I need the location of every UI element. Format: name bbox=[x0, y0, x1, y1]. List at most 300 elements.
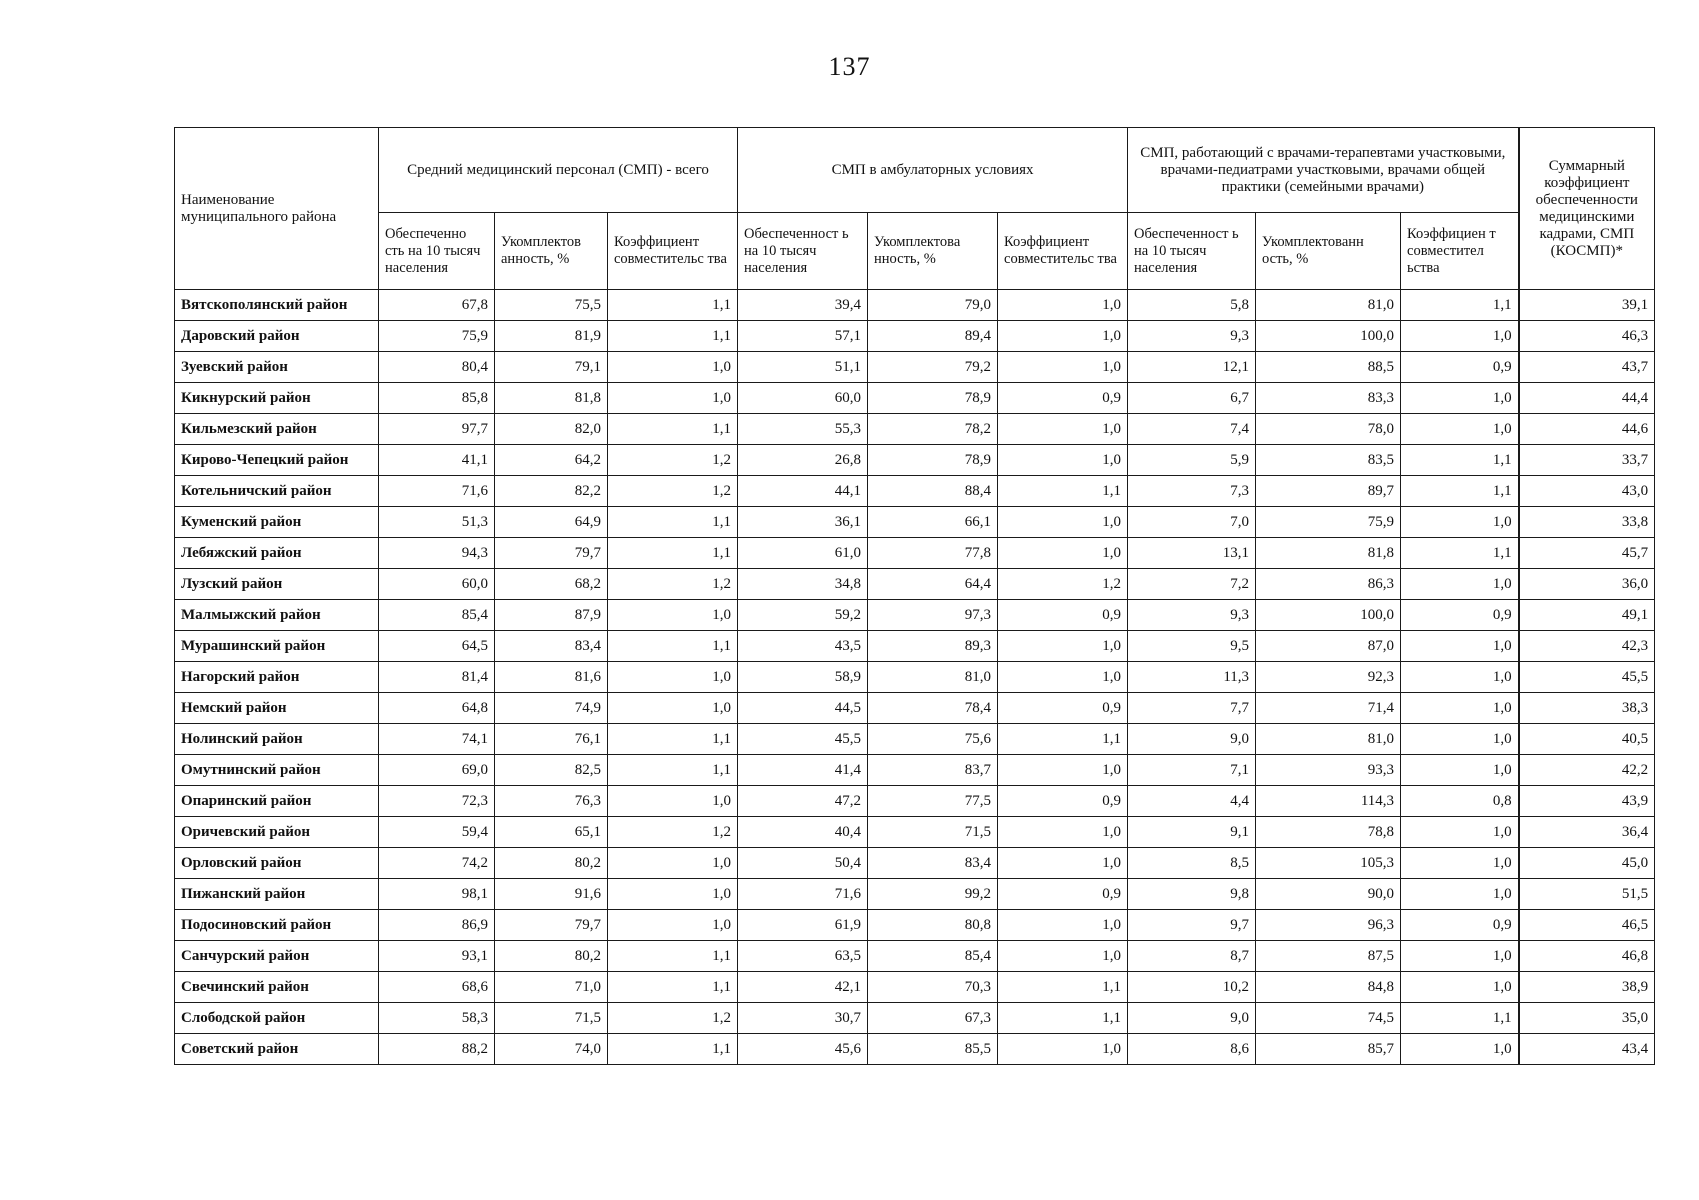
table-cell: 57,1 bbox=[738, 321, 868, 352]
table-cell: 1,0 bbox=[608, 879, 738, 910]
table-row bbox=[175, 786, 1655, 817]
table-cell: 85,7 bbox=[1256, 1034, 1401, 1065]
table-cell: 1,0 bbox=[1401, 848, 1519, 879]
table-cell: 9,7 bbox=[1128, 910, 1256, 941]
table-cell: 88,4 bbox=[868, 476, 998, 507]
district-name: Подосиновский район bbox=[175, 910, 379, 941]
table-cell: 1,1 bbox=[1401, 538, 1519, 569]
table-cell: 64,2 bbox=[495, 445, 608, 476]
table-row bbox=[175, 693, 1655, 724]
table-cell: 81,0 bbox=[868, 662, 998, 693]
table-cell: 7,0 bbox=[1128, 507, 1256, 538]
table-cell: 79,7 bbox=[495, 910, 608, 941]
district-name: Лебяжский район bbox=[175, 538, 379, 569]
table-cell: 1,0 bbox=[608, 600, 738, 631]
kosmp-cell: 38,3 bbox=[1519, 693, 1655, 724]
table-cell: 1,0 bbox=[998, 445, 1128, 476]
table-row bbox=[175, 724, 1655, 755]
table-cell: 1,0 bbox=[608, 848, 738, 879]
table-cell: 83,7 bbox=[868, 755, 998, 786]
table-cell: 1,0 bbox=[998, 662, 1128, 693]
table-cell: 71,5 bbox=[495, 1003, 608, 1034]
table-cell: 55,3 bbox=[738, 414, 868, 445]
table-row bbox=[175, 910, 1655, 941]
table-cell: 105,3 bbox=[1256, 848, 1401, 879]
table-cell: 51,1 bbox=[738, 352, 868, 383]
table-cell: 1,2 bbox=[998, 569, 1128, 600]
table-cell: 9,8 bbox=[1128, 879, 1256, 910]
table-cell: 82,5 bbox=[495, 755, 608, 786]
table-row bbox=[175, 569, 1655, 600]
table-row bbox=[175, 879, 1655, 910]
table-cell: 75,6 bbox=[868, 724, 998, 755]
table-cell: 1,1 bbox=[1401, 445, 1519, 476]
district-name: Свечинский район bbox=[175, 972, 379, 1003]
table-cell: 1,0 bbox=[608, 662, 738, 693]
table-cell: 78,9 bbox=[868, 445, 998, 476]
table-cell: 51,3 bbox=[379, 507, 495, 538]
table-cell: 77,5 bbox=[868, 786, 998, 817]
table-cell: 67,3 bbox=[868, 1003, 998, 1034]
table-cell: 8,6 bbox=[1128, 1034, 1256, 1065]
district-name: Немский район bbox=[175, 693, 379, 724]
table-cell: 75,5 bbox=[495, 290, 608, 321]
table-cell: 1,1 bbox=[1401, 1003, 1519, 1034]
table-cell: 7,2 bbox=[1128, 569, 1256, 600]
table-cell: 60,0 bbox=[379, 569, 495, 600]
header-group-outpatient: СМП в амбулаторных условиях bbox=[738, 128, 1128, 213]
table-cell: 97,7 bbox=[379, 414, 495, 445]
table-cell: 1,0 bbox=[1401, 817, 1519, 848]
table-cell: 1,0 bbox=[608, 352, 738, 383]
header-district-name: Наименование муниципального района bbox=[175, 128, 379, 290]
district-name: Котельничский район bbox=[175, 476, 379, 507]
district-name: Санчурский район bbox=[175, 941, 379, 972]
table-row bbox=[175, 662, 1655, 693]
table-cell: 83,4 bbox=[495, 631, 608, 662]
table-cell: 77,8 bbox=[868, 538, 998, 569]
table-cell: 45,5 bbox=[738, 724, 868, 755]
table-cell: 1,1 bbox=[998, 724, 1128, 755]
kosmp-cell: 42,2 bbox=[1519, 755, 1655, 786]
kosmp-cell: 43,0 bbox=[1519, 476, 1655, 507]
table-cell: 7,1 bbox=[1128, 755, 1256, 786]
table-cell: 5,9 bbox=[1128, 445, 1256, 476]
district-name: Омутнинский район bbox=[175, 755, 379, 786]
table-cell: 13,1 bbox=[1128, 538, 1256, 569]
district-name: Нагорский район bbox=[175, 662, 379, 693]
table-cell: 75,9 bbox=[379, 321, 495, 352]
table-cell: 81,8 bbox=[495, 383, 608, 414]
table-cell: 0,9 bbox=[998, 600, 1128, 631]
table-cell: 1,0 bbox=[998, 941, 1128, 972]
header-kosmp: Суммарный коэффициент обеспеченности медицинскими кадрами, СМП (КОСМП)* bbox=[1519, 128, 1655, 290]
header-sub-parttime: Коэффициент совместительс тва bbox=[998, 213, 1128, 290]
kosmp-cell: 39,1 bbox=[1519, 290, 1655, 321]
table-cell: 80,2 bbox=[495, 848, 608, 879]
table-cell: 30,7 bbox=[738, 1003, 868, 1034]
table-cell: 80,2 bbox=[495, 941, 608, 972]
table-cell: 87,9 bbox=[495, 600, 608, 631]
district-name: Даровский район bbox=[175, 321, 379, 352]
table-cell: 72,3 bbox=[379, 786, 495, 817]
table-cell: 12,1 bbox=[1128, 352, 1256, 383]
kosmp-cell: 36,0 bbox=[1519, 569, 1655, 600]
table-cell: 59,2 bbox=[738, 600, 868, 631]
table-cell: 11,3 bbox=[1128, 662, 1256, 693]
kosmp-cell: 43,7 bbox=[1519, 352, 1655, 383]
table-row bbox=[175, 290, 1655, 321]
table-row bbox=[175, 383, 1655, 414]
table-cell: 79,0 bbox=[868, 290, 998, 321]
table-cell: 9,0 bbox=[1128, 724, 1256, 755]
table-cell: 1,1 bbox=[1401, 290, 1519, 321]
table-body bbox=[175, 290, 1655, 1065]
table-cell: 39,4 bbox=[738, 290, 868, 321]
table-cell: 64,5 bbox=[379, 631, 495, 662]
table-cell: 1,2 bbox=[608, 445, 738, 476]
table-cell: 99,2 bbox=[868, 879, 998, 910]
table-cell: 0,9 bbox=[998, 879, 1128, 910]
district-name: Оричевский район bbox=[175, 817, 379, 848]
table-row bbox=[175, 848, 1655, 879]
table-cell: 1,0 bbox=[998, 631, 1128, 662]
table-cell: 83,5 bbox=[1256, 445, 1401, 476]
table-cell: 50,4 bbox=[738, 848, 868, 879]
table-cell: 74,5 bbox=[1256, 1003, 1401, 1034]
table-cell: 61,9 bbox=[738, 910, 868, 941]
table-cell: 100,0 bbox=[1256, 321, 1401, 352]
table-row bbox=[175, 445, 1655, 476]
kosmp-cell: 43,4 bbox=[1519, 1034, 1655, 1065]
header-sub-coverage: Обеспеченност ь на 10 тысяч населения bbox=[738, 213, 868, 290]
table-cell: 71,6 bbox=[738, 879, 868, 910]
district-name: Кильмезский район bbox=[175, 414, 379, 445]
table-cell: 74,1 bbox=[379, 724, 495, 755]
table-cell: 1,1 bbox=[608, 321, 738, 352]
table-cell: 78,9 bbox=[868, 383, 998, 414]
table-row bbox=[175, 1003, 1655, 1034]
table-cell: 1,0 bbox=[1401, 414, 1519, 445]
district-name: Нолинский район bbox=[175, 724, 379, 755]
table-cell: 1,0 bbox=[608, 383, 738, 414]
district-name: Куменский район bbox=[175, 507, 379, 538]
table-cell: 26,8 bbox=[738, 445, 868, 476]
table-cell: 1,2 bbox=[608, 569, 738, 600]
table-cell: 92,3 bbox=[1256, 662, 1401, 693]
table-row bbox=[175, 352, 1655, 383]
table-cell: 71,0 bbox=[495, 972, 608, 1003]
table-cell: 9,5 bbox=[1128, 631, 1256, 662]
table-cell: 89,4 bbox=[868, 321, 998, 352]
table-cell: 5,8 bbox=[1128, 290, 1256, 321]
table-row bbox=[175, 600, 1655, 631]
table-cell: 1,0 bbox=[1401, 662, 1519, 693]
table-cell: 1,2 bbox=[608, 476, 738, 507]
header-group-total: Средний медицинский персонал (СМП) - всего bbox=[379, 128, 738, 213]
table-cell: 1,0 bbox=[998, 848, 1128, 879]
table-cell: 1,0 bbox=[1401, 1034, 1519, 1065]
kosmp-cell: 51,5 bbox=[1519, 879, 1655, 910]
table-cell: 87,5 bbox=[1256, 941, 1401, 972]
table-cell: 58,3 bbox=[379, 1003, 495, 1034]
staffing-table bbox=[174, 127, 1655, 1065]
district-name: Советский район bbox=[175, 1034, 379, 1065]
table-cell: 68,2 bbox=[495, 569, 608, 600]
table-cell: 82,2 bbox=[495, 476, 608, 507]
table-cell: 93,1 bbox=[379, 941, 495, 972]
kosmp-cell: 46,3 bbox=[1519, 321, 1655, 352]
table-cell: 98,1 bbox=[379, 879, 495, 910]
table-cell: 68,6 bbox=[379, 972, 495, 1003]
kosmp-cell: 45,5 bbox=[1519, 662, 1655, 693]
table-cell: 81,9 bbox=[495, 321, 608, 352]
table-row bbox=[175, 321, 1655, 352]
table-cell: 1,0 bbox=[1401, 631, 1519, 662]
table-cell: 79,7 bbox=[495, 538, 608, 569]
table-cell: 1,0 bbox=[1401, 755, 1519, 786]
table-cell: 86,9 bbox=[379, 910, 495, 941]
table-cell: 84,8 bbox=[1256, 972, 1401, 1003]
table-cell: 1,1 bbox=[608, 507, 738, 538]
table-cell: 1,1 bbox=[608, 1034, 738, 1065]
table-cell: 85,4 bbox=[868, 941, 998, 972]
table-cell: 1,0 bbox=[1401, 972, 1519, 1003]
table-row bbox=[175, 476, 1655, 507]
table-cell: 100,0 bbox=[1256, 600, 1401, 631]
kosmp-cell: 44,6 bbox=[1519, 414, 1655, 445]
table-cell: 83,3 bbox=[1256, 383, 1401, 414]
table-cell: 81,8 bbox=[1256, 538, 1401, 569]
table-row bbox=[175, 755, 1655, 786]
table-cell: 1,1 bbox=[608, 290, 738, 321]
header-sub-coverage: Обеспеченно сть на 10 тысяч населения bbox=[379, 213, 495, 290]
district-name: Вятскополянский район bbox=[175, 290, 379, 321]
table-cell: 42,1 bbox=[738, 972, 868, 1003]
kosmp-cell: 46,8 bbox=[1519, 941, 1655, 972]
table-cell: 67,8 bbox=[379, 290, 495, 321]
table-cell: 79,1 bbox=[495, 352, 608, 383]
table-cell: 1,0 bbox=[998, 538, 1128, 569]
table-cell: 1,0 bbox=[1401, 941, 1519, 972]
table-cell: 87,0 bbox=[1256, 631, 1401, 662]
table-cell: 81,0 bbox=[1256, 724, 1401, 755]
table-cell: 1,0 bbox=[1401, 383, 1519, 414]
table-cell: 69,0 bbox=[379, 755, 495, 786]
table-cell: 1,2 bbox=[608, 817, 738, 848]
table-cell: 60,0 bbox=[738, 383, 868, 414]
table-cell: 1,0 bbox=[608, 693, 738, 724]
table-cell: 7,7 bbox=[1128, 693, 1256, 724]
header-sub-parttime: Коэффициен т совместител ьства bbox=[1401, 213, 1519, 290]
table-cell: 9,0 bbox=[1128, 1003, 1256, 1034]
table-cell: 76,3 bbox=[495, 786, 608, 817]
table-cell: 1,1 bbox=[608, 414, 738, 445]
table-cell: 58,9 bbox=[738, 662, 868, 693]
district-name: Пижанский район bbox=[175, 879, 379, 910]
table-cell: 74,0 bbox=[495, 1034, 608, 1065]
table-cell: 44,5 bbox=[738, 693, 868, 724]
table-cell: 1,0 bbox=[1401, 879, 1519, 910]
table-cell: 78,2 bbox=[868, 414, 998, 445]
table-cell: 1,0 bbox=[1401, 724, 1519, 755]
table-cell: 96,3 bbox=[1256, 910, 1401, 941]
table-cell: 71,4 bbox=[1256, 693, 1401, 724]
table-cell: 97,3 bbox=[868, 600, 998, 631]
header-sub-staffing: Укомплектованн ость, % bbox=[1256, 213, 1401, 290]
table-cell: 1,1 bbox=[608, 631, 738, 662]
table-cell: 40,4 bbox=[738, 817, 868, 848]
table-cell: 1,0 bbox=[998, 352, 1128, 383]
kosmp-cell: 42,3 bbox=[1519, 631, 1655, 662]
table-cell: 81,0 bbox=[1256, 290, 1401, 321]
table-cell: 93,3 bbox=[1256, 755, 1401, 786]
header-group-primary-care: СМП, работающий с врачами-терапевтами участковыми, врачами-педиатрами участковыми, врачами общей практики (семейными врачами) bbox=[1128, 128, 1519, 213]
table-cell: 85,4 bbox=[379, 600, 495, 631]
table-cell: 4,4 bbox=[1128, 786, 1256, 817]
district-name: Лузский район bbox=[175, 569, 379, 600]
table-cell: 1,0 bbox=[998, 910, 1128, 941]
table-cell: 66,1 bbox=[868, 507, 998, 538]
district-name: Мурашинский район bbox=[175, 631, 379, 662]
table-row bbox=[175, 507, 1655, 538]
table-cell: 0,9 bbox=[998, 693, 1128, 724]
table-row bbox=[175, 941, 1655, 972]
table-cell: 89,7 bbox=[1256, 476, 1401, 507]
table-cell: 1,0 bbox=[1401, 321, 1519, 352]
table-cell: 0,9 bbox=[998, 383, 1128, 414]
table-cell: 8,5 bbox=[1128, 848, 1256, 879]
kosmp-cell: 40,5 bbox=[1519, 724, 1655, 755]
kosmp-cell: 38,9 bbox=[1519, 972, 1655, 1003]
table-cell: 80,4 bbox=[379, 352, 495, 383]
table-cell: 63,5 bbox=[738, 941, 868, 972]
table-cell: 94,3 bbox=[379, 538, 495, 569]
table-cell: 114,3 bbox=[1256, 786, 1401, 817]
table-cell: 1,1 bbox=[998, 972, 1128, 1003]
table-cell: 1,0 bbox=[1401, 693, 1519, 724]
district-name: Орловский район bbox=[175, 848, 379, 879]
table-row bbox=[175, 972, 1655, 1003]
table-cell: 7,4 bbox=[1128, 414, 1256, 445]
header-sub-coverage: Обеспеченност ь на 10 тысяч населения bbox=[1128, 213, 1256, 290]
table-cell: 47,2 bbox=[738, 786, 868, 817]
table-cell: 1,1 bbox=[608, 941, 738, 972]
kosmp-cell: 36,4 bbox=[1519, 817, 1655, 848]
table-cell: 59,4 bbox=[379, 817, 495, 848]
table-cell: 9,3 bbox=[1128, 321, 1256, 352]
table-cell: 82,0 bbox=[495, 414, 608, 445]
kosmp-cell: 33,8 bbox=[1519, 507, 1655, 538]
table-cell: 45,6 bbox=[738, 1034, 868, 1065]
table-cell: 90,0 bbox=[1256, 879, 1401, 910]
table-cell: 81,4 bbox=[379, 662, 495, 693]
table-cell: 78,4 bbox=[868, 693, 998, 724]
table-cell: 1,0 bbox=[998, 507, 1128, 538]
table-row bbox=[175, 538, 1655, 569]
table-cell: 41,4 bbox=[738, 755, 868, 786]
table-cell: 88,5 bbox=[1256, 352, 1401, 383]
header-sub-staffing: Укомплектова нность, % bbox=[868, 213, 998, 290]
table-cell: 44,1 bbox=[738, 476, 868, 507]
table-cell: 7,3 bbox=[1128, 476, 1256, 507]
table-cell: 85,5 bbox=[868, 1034, 998, 1065]
table-row bbox=[175, 631, 1655, 662]
table-cell: 65,1 bbox=[495, 817, 608, 848]
table-cell: 70,3 bbox=[868, 972, 998, 1003]
kosmp-cell: 43,9 bbox=[1519, 786, 1655, 817]
header-sub-staffing: Укомплектов анность, % bbox=[495, 213, 608, 290]
table-cell: 1,0 bbox=[998, 1034, 1128, 1065]
table-cell: 91,6 bbox=[495, 879, 608, 910]
district-name: Зуевский район bbox=[175, 352, 379, 383]
table-cell: 1,0 bbox=[1401, 569, 1519, 600]
table-cell: 1,0 bbox=[608, 910, 738, 941]
table-cell: 1,0 bbox=[998, 321, 1128, 352]
table-cell: 71,6 bbox=[379, 476, 495, 507]
table-cell: 1,1 bbox=[1401, 476, 1519, 507]
kosmp-cell: 45,7 bbox=[1519, 538, 1655, 569]
table-cell: 0,9 bbox=[1401, 352, 1519, 383]
table-cell: 9,3 bbox=[1128, 600, 1256, 631]
table-cell: 64,4 bbox=[868, 569, 998, 600]
district-name: Слободской район bbox=[175, 1003, 379, 1034]
table-cell: 0,9 bbox=[998, 786, 1128, 817]
table-cell: 1,1 bbox=[998, 476, 1128, 507]
table-cell: 85,8 bbox=[379, 383, 495, 414]
table-cell: 1,0 bbox=[1401, 507, 1519, 538]
table-cell: 74,2 bbox=[379, 848, 495, 879]
kosmp-cell: 44,4 bbox=[1519, 383, 1655, 414]
page-number: 137 bbox=[828, 52, 871, 81]
table-cell: 8,7 bbox=[1128, 941, 1256, 972]
table-row bbox=[175, 414, 1655, 445]
kosmp-cell: 35,0 bbox=[1519, 1003, 1655, 1034]
kosmp-cell: 46,5 bbox=[1519, 910, 1655, 941]
table-cell: 1,0 bbox=[998, 755, 1128, 786]
table-cell: 34,8 bbox=[738, 569, 868, 600]
table-cell: 1,1 bbox=[998, 1003, 1128, 1034]
kosmp-cell: 45,0 bbox=[1519, 848, 1655, 879]
table-cell: 64,8 bbox=[379, 693, 495, 724]
table-cell: 36,1 bbox=[738, 507, 868, 538]
table-cell: 6,7 bbox=[1128, 383, 1256, 414]
table-row bbox=[175, 817, 1655, 848]
table-row bbox=[175, 1034, 1655, 1065]
table-cell: 1,2 bbox=[608, 1003, 738, 1034]
table-cell: 0,9 bbox=[1401, 910, 1519, 941]
table-cell: 80,8 bbox=[868, 910, 998, 941]
district-name: Малмыжский район bbox=[175, 600, 379, 631]
table-cell: 88,2 bbox=[379, 1034, 495, 1065]
table-cell: 83,4 bbox=[868, 848, 998, 879]
table-cell: 1,0 bbox=[608, 786, 738, 817]
table-cell: 1,0 bbox=[998, 414, 1128, 445]
table-cell: 1,1 bbox=[608, 538, 738, 569]
district-name: Кикнурский район bbox=[175, 383, 379, 414]
table-cell: 9,1 bbox=[1128, 817, 1256, 848]
table-cell: 81,6 bbox=[495, 662, 608, 693]
table-cell: 41,1 bbox=[379, 445, 495, 476]
table-cell: 78,0 bbox=[1256, 414, 1401, 445]
table-cell: 1,1 bbox=[608, 972, 738, 1003]
table-cell: 74,9 bbox=[495, 693, 608, 724]
table-cell: 1,0 bbox=[998, 817, 1128, 848]
kosmp-cell: 33,7 bbox=[1519, 445, 1655, 476]
table-cell: 1,1 bbox=[608, 755, 738, 786]
district-name: Опаринский район bbox=[175, 786, 379, 817]
district-name: Кирово-Чепецкий район bbox=[175, 445, 379, 476]
